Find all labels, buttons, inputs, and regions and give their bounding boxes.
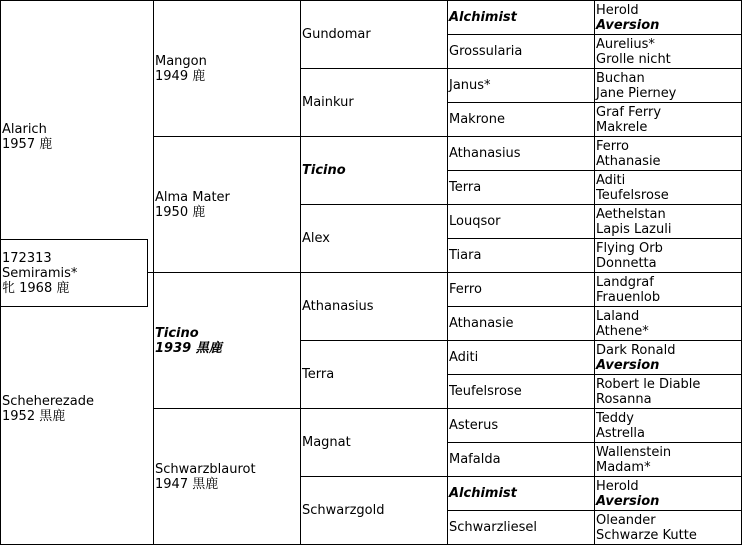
sire-name: Alarich — [2, 121, 47, 137]
gen4-cell[interactable] — [447, 238, 595, 273]
gen3-cell[interactable] — [300, 408, 448, 477]
gen4-cell[interactable] — [447, 170, 595, 205]
gen5-pair — [594, 408, 742, 443]
gen4-name: Schwarzliesel — [449, 520, 538, 535]
gen5-name[interactable]: Aversion — [596, 17, 660, 33]
gen4-name: Athanasius — [449, 146, 521, 161]
subject-horse-box[interactable] — [0, 239, 148, 307]
gen4-name: Teufelsrose — [449, 384, 522, 399]
gen5-name[interactable]: Lapis Lazuli — [596, 221, 672, 237]
gen3-name: Schwarzgold — [302, 503, 385, 518]
gen4-cell[interactable] — [447, 272, 595, 307]
gen4-cell[interactable] — [447, 204, 595, 239]
gen4-cell[interactable] — [447, 306, 595, 341]
gen4-name: Alchimist — [449, 486, 517, 501]
gen5-name[interactable]: Herold — [596, 478, 639, 494]
gen2-info: 1939 黒鹿 — [155, 340, 222, 356]
gen3-cell[interactable] — [300, 272, 448, 341]
gen5-name[interactable]: Aditi — [596, 172, 626, 188]
gen4-name: Terra — [449, 180, 482, 195]
gen5-name[interactable]: Makrele — [596, 119, 648, 135]
gen5-name[interactable]: Robert le Diable — [596, 376, 701, 392]
gen5-pair — [594, 204, 742, 239]
gen3-cell[interactable] — [300, 0, 448, 69]
gen4-cell[interactable] — [447, 68, 595, 103]
gen3-name: Alex — [302, 231, 330, 246]
gen5-pair — [594, 102, 742, 137]
gen5-pair — [594, 170, 742, 205]
subject-id: 172313 — [2, 250, 52, 266]
gen4-name: Grossularia — [449, 44, 523, 59]
gen2-name: Ticino — [155, 325, 199, 341]
gen5-pair — [594, 476, 742, 511]
gen5-name[interactable]: Teufelsrose — [596, 187, 669, 203]
gen4-cell[interactable] — [447, 340, 595, 375]
gen5-name[interactable]: Astrella — [596, 425, 646, 441]
gen5-name[interactable]: Herold — [596, 2, 639, 18]
gen5-name[interactable]: Athanasie — [596, 153, 661, 169]
gen4-cell[interactable] — [447, 136, 595, 171]
gen5-pair — [594, 306, 742, 341]
gen3-cell[interactable] — [300, 68, 448, 137]
gen5-pair — [594, 136, 742, 171]
gen2-name: Mangon — [155, 53, 207, 69]
gen5-name[interactable]: Frauenlob — [596, 289, 661, 305]
gen5-name[interactable]: Graf Ferry — [596, 104, 662, 120]
gen5-pair — [594, 0, 742, 35]
dam-name: Scheherezade — [2, 393, 94, 409]
gen3-name: Terra — [302, 367, 335, 382]
gen5-name[interactable]: Oleander — [596, 512, 656, 528]
gen4-cell[interactable] — [447, 510, 595, 545]
gen2-cell[interactable] — [153, 0, 301, 137]
gen2-cell[interactable] — [153, 136, 301, 273]
gen4-name: Aditi — [449, 350, 479, 365]
subject-info: 牝 1968 鹿 — [2, 280, 70, 296]
gen4-name: Ferro — [449, 282, 482, 297]
gen4-name: Mafalda — [449, 452, 501, 467]
gen5-pair — [594, 272, 742, 307]
gen3-name: Gundomar — [302, 27, 371, 42]
gen5-name[interactable]: Laland — [596, 308, 640, 324]
sire-info: 1957 鹿 — [2, 136, 53, 152]
gen2-info: 1947 黒鹿 — [155, 476, 219, 492]
gen5-pair — [594, 68, 742, 103]
gen4-name: Janus* — [449, 78, 491, 93]
gen5-name[interactable]: Aurelius* — [596, 36, 655, 52]
gen3-cell[interactable] — [300, 340, 448, 409]
gen5-name[interactable]: Rosanna — [596, 391, 652, 407]
gen3-name: Magnat — [302, 435, 351, 450]
gen3-cell[interactable] — [300, 136, 448, 205]
gen4-cell[interactable] — [447, 0, 595, 35]
gen5-name[interactable]: Dark Ronald — [596, 342, 676, 358]
gen5-pair — [594, 442, 742, 477]
subject-name: Semiramis* — [2, 265, 78, 281]
gen4-cell[interactable] — [447, 408, 595, 443]
gen4-name: Asterus — [449, 418, 499, 433]
pedigree-dam[interactable] — [0, 272, 154, 545]
gen4-cell[interactable] — [447, 374, 595, 409]
gen2-name: Schwarzblaurot — [155, 461, 256, 477]
gen4-name: Tiara — [449, 248, 482, 263]
gen2-name: Alma Mater — [155, 189, 230, 205]
gen5-name[interactable]: Aversion — [596, 493, 660, 509]
gen2-cell[interactable] — [153, 272, 301, 409]
gen4-name: Alchimist — [449, 10, 517, 25]
gen5-name[interactable]: Grolle nicht — [596, 51, 671, 67]
gen3-name: Ticino — [302, 163, 346, 178]
pedigree-sire[interactable] — [0, 0, 154, 273]
gen5-pair — [594, 34, 742, 69]
gen4-name: Louqsor — [449, 214, 501, 229]
gen4-cell[interactable] — [447, 476, 595, 511]
gen3-cell[interactable] — [300, 204, 448, 273]
gen4-name: Athanasie — [449, 316, 514, 331]
gen5-name[interactable]: Schwarze Kutte — [596, 527, 697, 543]
gen5-name[interactable]: Ferro — [596, 138, 629, 154]
gen3-cell[interactable] — [300, 476, 448, 545]
gen3-name: Mainkur — [302, 95, 354, 110]
gen5-pair — [594, 340, 742, 375]
gen2-info: 1949 鹿 — [155, 68, 206, 84]
gen5-name[interactable]: Teddy — [596, 410, 634, 426]
gen5-name[interactable]: Landgraf — [596, 274, 654, 290]
gen4-name: Makrone — [449, 112, 505, 127]
gen5-name[interactable]: Wallenstein — [596, 444, 672, 460]
gen4-cell[interactable] — [447, 442, 595, 477]
dam-info: 1952 黒鹿 — [2, 408, 66, 424]
gen5-name[interactable]: Donnetta — [596, 255, 657, 271]
gen5-name[interactable]: Jane Pierney — [596, 85, 677, 101]
gen4-cell[interactable] — [447, 34, 595, 69]
gen5-pair — [594, 238, 742, 273]
gen5-name[interactable]: Flying Orb — [596, 240, 663, 256]
gen5-pair — [594, 510, 742, 545]
gen2-info: 1950 鹿 — [155, 204, 206, 220]
gen5-name[interactable]: Athene* — [596, 323, 649, 339]
gen5-name[interactable]: Buchan — [596, 70, 645, 86]
gen3-name: Athanasius — [302, 299, 374, 314]
gen2-cell[interactable] — [153, 408, 301, 545]
gen5-name[interactable]: Madam* — [596, 459, 651, 475]
gen5-name[interactable]: Aversion — [596, 357, 660, 373]
gen5-pair — [594, 374, 742, 409]
gen5-name[interactable]: Aethelstan — [596, 206, 666, 222]
gen4-cell[interactable] — [447, 102, 595, 137]
